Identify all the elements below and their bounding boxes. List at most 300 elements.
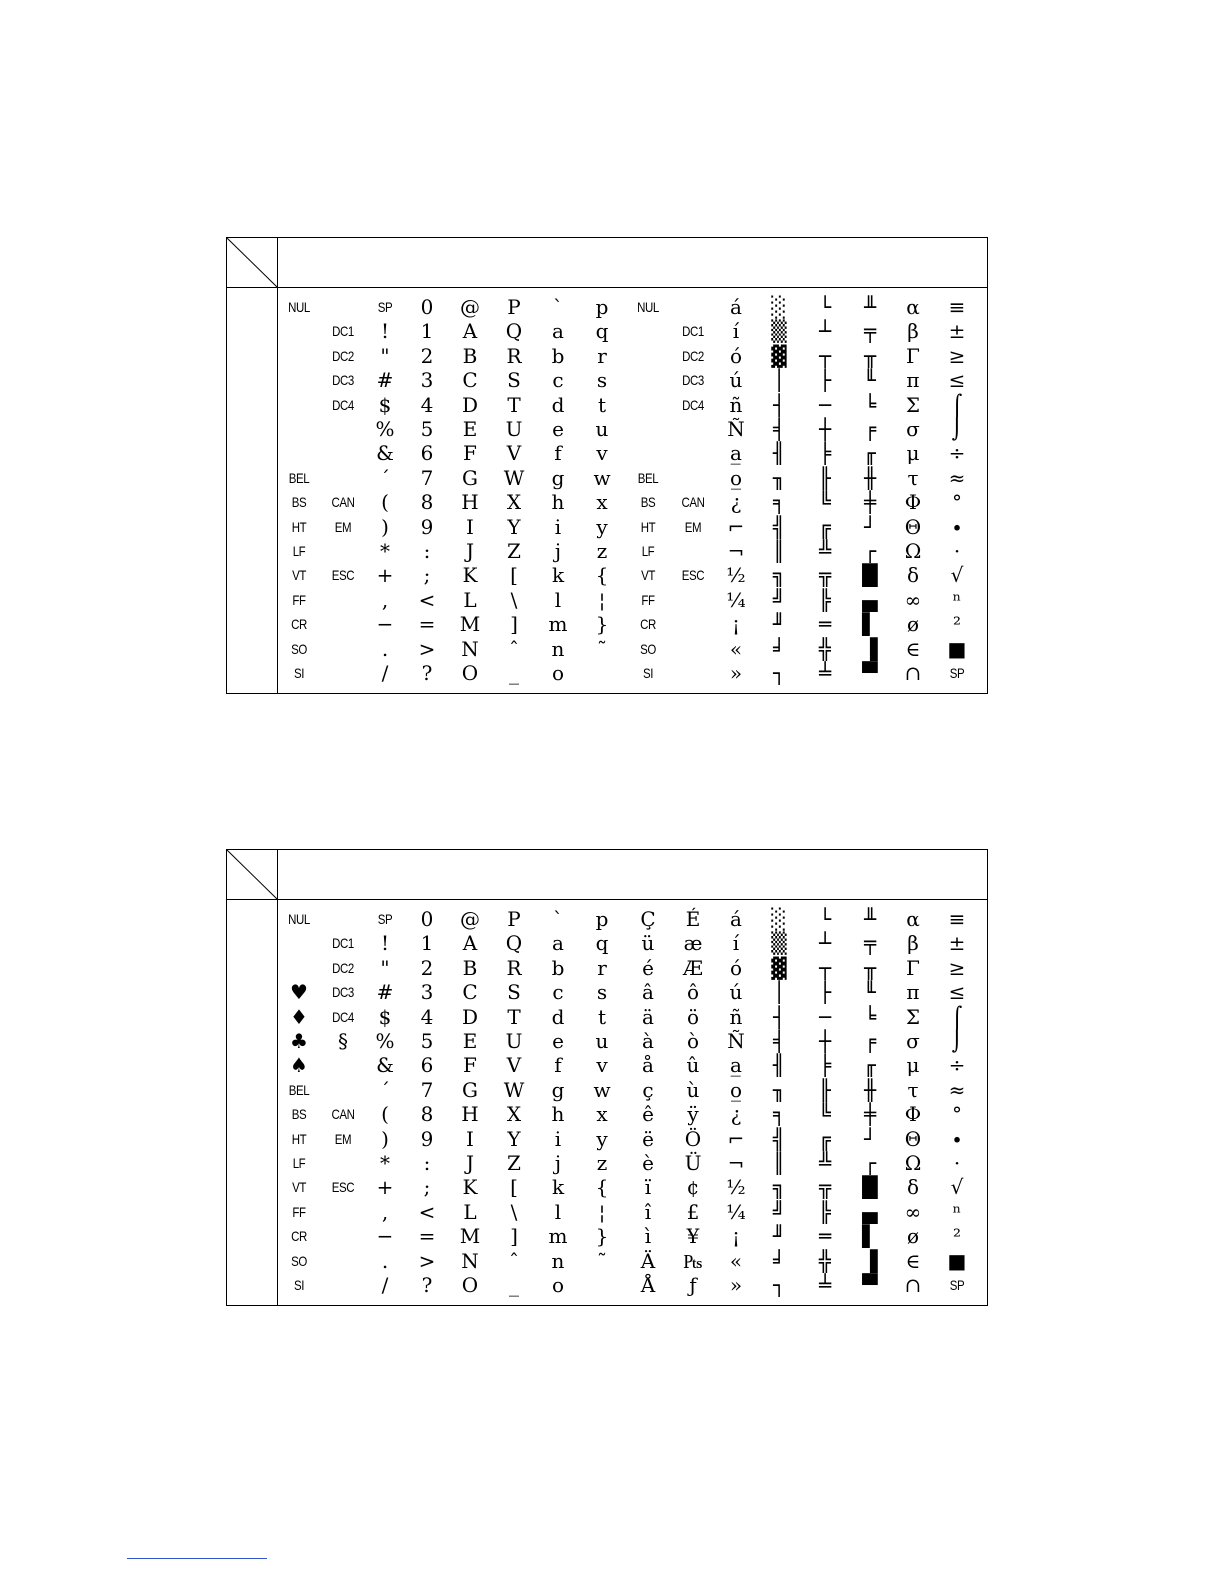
char-cell: b — [551, 343, 565, 368]
char-cell: DC4 — [332, 1008, 354, 1025]
char-cell: 3 — [420, 980, 434, 1005]
char-cell: L — [463, 1199, 477, 1224]
char-cell: d — [551, 392, 565, 417]
char-cell: ╖ — [772, 1077, 786, 1102]
char-cell: g — [551, 1077, 565, 1102]
char-cell: % — [375, 417, 395, 441]
char-cell: SI — [642, 665, 654, 681]
char-cell: ˜ — [597, 1248, 607, 1273]
char-cell: Y — [507, 1126, 521, 1151]
char-cell: ─ — [818, 392, 832, 417]
char-cell: ⁿ — [952, 587, 962, 612]
char-cell: 2 — [420, 955, 434, 980]
char-cell: ╕ — [772, 490, 786, 515]
char-cell: ╔ — [818, 514, 832, 539]
char-cell: SP — [949, 1277, 965, 1293]
char-cell: Z — [507, 539, 521, 563]
char-cell: à — [642, 1029, 654, 1053]
char-cell: ç — [642, 1077, 654, 1102]
char-cell: ! — [380, 319, 390, 344]
char-cell: ∞ — [904, 1199, 922, 1224]
char-cell: ⌠ — [951, 1004, 963, 1029]
char-cell: ╡ — [772, 1029, 786, 1053]
char-cell: EM — [334, 1130, 352, 1147]
char-cell: 8 — [420, 1102, 434, 1127]
char-cell: β — [907, 319, 919, 344]
char-cell: : — [423, 1151, 431, 1175]
char-cell: ╧ — [818, 661, 832, 685]
char-cell: R — [506, 343, 522, 368]
char-cell: P — [507, 907, 521, 931]
footnote-rule — [127, 1558, 267, 1559]
char-cell: O — [461, 1273, 479, 1297]
char-cell: ╢ — [772, 1053, 786, 1078]
char-cell: ╕ — [772, 1102, 786, 1127]
char-cell: ╨ — [863, 907, 877, 931]
char-cell: DC1 — [332, 935, 354, 952]
char-cell: FF — [292, 1203, 306, 1220]
char-cell: ≡ — [948, 295, 966, 319]
char-cell: ┤ — [772, 1004, 786, 1029]
char-cell: ╠ — [818, 1199, 832, 1224]
char-cell: ú — [729, 368, 743, 393]
character-table-2 — [226, 849, 988, 1306]
char-cell: BS — [640, 494, 656, 511]
char-cell: HT — [291, 1130, 307, 1147]
char-cell: 7 — [420, 465, 434, 490]
char-cell: a — [552, 319, 564, 344]
char-cell: ┬ — [818, 343, 832, 368]
char-cell: o̲ — [729, 1077, 743, 1102]
char-cell: ╣ — [772, 1126, 786, 1151]
char-cell: ( — [381, 1102, 389, 1127]
char-cell: c — [552, 980, 564, 1005]
character-table-1 — [226, 237, 988, 694]
char-cell: ╚ — [818, 490, 832, 515]
char-cell: α — [906, 295, 920, 319]
char-cell: + — [376, 1175, 394, 1200]
char-cell: B — [462, 955, 478, 980]
char-cell: s — [596, 980, 608, 1005]
char-cell: S — [507, 980, 521, 1005]
char-cell: _ — [509, 661, 519, 685]
char-cell: ö — [686, 1004, 700, 1029]
char-cell: r — [597, 955, 607, 980]
char-cell: VT — [641, 567, 655, 584]
char-cell: ▒ — [771, 319, 787, 344]
char-cell: æ — [683, 931, 703, 956]
char-cell: VT — [292, 567, 306, 584]
char-cell: Å — [640, 1273, 656, 1297]
char-cell: VT — [292, 1179, 306, 1196]
char-cell: ∞ — [904, 587, 922, 612]
char-cell: ` — [553, 907, 563, 931]
char-cell: NUL — [288, 911, 310, 927]
char-cell: ╪ — [863, 490, 877, 515]
char-cell: τ — [907, 465, 919, 490]
char-cell: é — [642, 955, 654, 980]
char-cell: D — [461, 392, 479, 417]
char-cell: Θ — [904, 1126, 922, 1151]
char-cell: ╢ — [772, 441, 786, 466]
char-cell: k — [551, 563, 565, 588]
char-cell: # — [376, 980, 394, 1005]
char-cell: └ — [818, 295, 832, 319]
char-cell: HT — [640, 518, 656, 535]
char-cell: μ — [906, 441, 920, 466]
char-cell: § — [338, 1029, 348, 1053]
char-cell: BS — [291, 1106, 307, 1123]
char-cell: I — [466, 1126, 474, 1151]
char-cell: ò — [686, 1029, 700, 1053]
char-cell: ∙ — [952, 1126, 962, 1151]
char-cell: ▐ — [862, 636, 878, 661]
char-cell: T — [507, 392, 521, 417]
char-cell: Ü — [684, 1151, 702, 1175]
char-cell: U — [505, 1029, 523, 1053]
header-divider — [227, 899, 987, 900]
char-cell: DC2 — [332, 959, 354, 976]
char-cell: D — [461, 1004, 479, 1029]
char-cell: ┤ — [772, 392, 786, 417]
char-cell: ╒ — [863, 417, 877, 441]
char-cell: & — [376, 441, 394, 466]
char-cell: ╜ — [772, 612, 786, 637]
char-cell: £ — [686, 1199, 700, 1224]
char-cell: ù — [686, 1077, 700, 1102]
char-cell: ∙ — [952, 514, 962, 539]
char-cell: * — [380, 539, 390, 563]
char-cell: o — [551, 1273, 565, 1297]
char-cell: ! — [380, 931, 390, 956]
char-cell: y — [596, 514, 608, 539]
char-cell: ╙ — [863, 368, 877, 393]
char-cell: LF — [292, 1155, 306, 1171]
char-cell: V — [506, 441, 522, 466]
char-cell: ESC — [331, 567, 355, 584]
char-cell: o̲ — [729, 465, 743, 490]
char-cell: } — [595, 1224, 609, 1249]
char-cell: ] — [510, 1224, 518, 1249]
char-cell: BEL — [288, 469, 310, 486]
char-cell: 7 — [420, 1077, 434, 1102]
char-cell: SP — [377, 911, 393, 927]
char-cell: ; — [423, 1175, 431, 1200]
char-cell: e — [552, 417, 564, 441]
char-cell: δ — [906, 1175, 920, 1200]
char-cell: ) — [381, 1126, 389, 1151]
char-cell: 2 — [420, 343, 434, 368]
char-cell: ñ — [729, 1004, 743, 1029]
char-cell: É — [685, 907, 701, 931]
char-cell: ▄ — [862, 587, 878, 612]
char-cell: 9 — [420, 1126, 434, 1151]
char-cell: ╞ — [818, 1053, 832, 1078]
char-cell: A — [462, 931, 478, 956]
char-cell: L — [463, 587, 477, 612]
char-cell: ╫ — [863, 465, 877, 490]
char-cell: ⁿ — [952, 1199, 962, 1224]
char-cell: ╘ — [863, 392, 877, 417]
char-cell: G — [462, 465, 478, 490]
char-cell: t — [597, 1004, 607, 1029]
char-cell: \ — [510, 587, 518, 612]
char-cell: 4 — [420, 392, 434, 417]
char-cell: ╒ — [863, 1029, 877, 1053]
char-cell: ° — [952, 1102, 962, 1127]
char-cell: â — [642, 980, 654, 1005]
char-cell: ╓ — [863, 1053, 877, 1078]
char-cell: Æ — [682, 955, 704, 980]
char-cell: ? — [421, 661, 433, 685]
char-cell: ║ — [772, 1151, 786, 1175]
char-cell: K — [462, 563, 478, 588]
char-cell: ╚ — [818, 1102, 832, 1127]
char-cell: Φ — [904, 490, 922, 515]
char-cell: ¥ — [686, 1224, 700, 1249]
char-cell: f — [554, 441, 562, 466]
char-cell: ♠ — [290, 1053, 308, 1078]
char-cell: ╨ — [863, 295, 877, 319]
char-cell: ¬ — [727, 1151, 745, 1175]
char-cell: █ — [862, 1175, 878, 1200]
char-cell: ┐ — [772, 1273, 786, 1297]
char-cell: : — [423, 539, 431, 563]
char-cell: Ä — [640, 1248, 656, 1273]
char-cell: E — [462, 1029, 478, 1053]
char-cell: DC3 — [682, 372, 704, 389]
char-cell: ( — [381, 490, 389, 515]
char-cell: ∈ — [905, 636, 921, 661]
char-cell: v — [596, 1053, 608, 1078]
char-cell: @ — [460, 907, 480, 931]
char-cell: Q — [505, 319, 523, 344]
char-cell: CR — [291, 616, 307, 633]
char-cell: ± — [948, 319, 966, 344]
char-cell: ╓ — [863, 441, 877, 466]
char-cell: ▒ — [771, 931, 787, 956]
char-cell: ╠ — [818, 587, 832, 612]
char-cell: ≈ — [948, 1077, 966, 1102]
char-cell: i — [554, 514, 562, 539]
corner-diagonal — [227, 238, 277, 287]
char-cell: DC4 — [332, 396, 354, 413]
char-cell: ╫ — [863, 1077, 877, 1102]
char-cell: W — [503, 1077, 525, 1102]
char-cell: ♦ — [290, 1004, 308, 1029]
char-cell: 5 — [420, 417, 434, 441]
char-cell: T — [507, 1004, 521, 1029]
char-cell: − — [376, 612, 394, 637]
char-cell: ├ — [818, 980, 832, 1005]
char-cell: ╪ — [863, 1102, 877, 1127]
char-cell: ï — [644, 1175, 652, 1200]
char-cell: [ — [510, 1175, 518, 1200]
char-cell: J — [465, 1151, 475, 1175]
char-cell: τ — [907, 1077, 919, 1102]
char-cell: ╟ — [818, 1077, 832, 1102]
char-cell: ╙ — [863, 980, 877, 1005]
char-cell: ` — [553, 295, 563, 319]
char-cell: á — [730, 295, 742, 319]
char-cell: M — [459, 612, 481, 637]
char-cell: » — [729, 661, 743, 685]
char-cell: w — [593, 1077, 611, 1102]
char-cell: ¬ — [727, 539, 745, 563]
char-cell: } — [595, 612, 609, 637]
char-cell: ₧ — [683, 1248, 703, 1273]
char-cell: Ω — [904, 1151, 922, 1175]
char-cell: _ — [509, 1273, 519, 1297]
header-divider — [227, 287, 987, 288]
char-cell: δ — [906, 563, 920, 588]
char-cell: ¿ — [730, 490, 742, 515]
char-cell: SI — [293, 665, 305, 681]
char-cell: μ — [906, 1053, 920, 1078]
char-cell: ╤ — [863, 319, 877, 344]
char-cell: ╣ — [772, 514, 786, 539]
char-cell: < — [418, 1199, 436, 1224]
char-cell: í — [732, 931, 740, 956]
char-cell: ─ — [818, 1004, 832, 1029]
char-cell: σ — [906, 417, 920, 441]
char-cell: = — [418, 612, 436, 637]
char-cell: ô — [686, 980, 700, 1005]
char-cell: ø — [906, 612, 920, 637]
char-cell: p — [595, 295, 609, 319]
char-cell: ¡ — [731, 1224, 741, 1249]
char-cell: E — [462, 417, 478, 441]
char-cell: ESC — [331, 1179, 355, 1196]
char-cell: « — [729, 1248, 743, 1273]
char-cell: O — [461, 661, 479, 685]
char-cell: ½ — [726, 1175, 746, 1200]
char-cell: DC4 — [682, 396, 704, 413]
char-cell: └ — [818, 907, 832, 931]
char-cell: ⌡ — [951, 417, 963, 441]
char-cell: ╔ — [818, 1126, 832, 1151]
char-cell: û — [686, 1053, 700, 1078]
char-cell: NUL — [288, 299, 310, 315]
char-cell: @ — [460, 295, 480, 319]
char-cell: ♥ — [290, 980, 308, 1005]
char-cell: 4 — [420, 1004, 434, 1029]
char-cell: σ — [906, 1029, 920, 1053]
char-cell: ä — [642, 1004, 654, 1029]
char-cell: ë — [642, 1126, 654, 1151]
char-cell: ó — [729, 955, 743, 980]
char-cell: █ — [862, 563, 878, 588]
char-cell: á — [730, 907, 742, 931]
char-cell: FF — [292, 591, 306, 608]
char-cell: ╩ — [818, 539, 832, 563]
char-cell: > — [418, 1248, 436, 1273]
char-cell: ) — [381, 514, 389, 539]
char-cell: j — [554, 1151, 562, 1175]
char-cell: ü — [641, 931, 655, 956]
char-cell: " — [380, 343, 390, 368]
char-cell: x — [596, 490, 608, 515]
char-cell: π — [906, 368, 920, 393]
char-cell: f — [554, 1053, 562, 1078]
char-cell: C — [462, 368, 478, 393]
char-cell: s — [596, 368, 608, 393]
char-cell: DC2 — [332, 347, 354, 364]
char-cell: l — [554, 1199, 562, 1224]
char-cell: o — [551, 661, 565, 685]
char-cell: ∩ — [904, 661, 922, 685]
char-cell: Ñ — [727, 417, 745, 441]
char-cell: ┼ — [818, 417, 832, 441]
char-cell: ┴ — [818, 319, 832, 344]
char-cell: = — [418, 1224, 436, 1249]
char-cell: DC2 — [682, 347, 704, 364]
char-cell: ? — [421, 1273, 433, 1297]
char-cell: CAN — [331, 1106, 355, 1123]
char-cell: ╗ — [772, 1175, 786, 1200]
char-cell: j — [554, 539, 562, 563]
char-cell: [ — [510, 563, 518, 588]
char-cell: h — [551, 1102, 565, 1127]
char-cell: SP — [377, 299, 393, 315]
char-cell: " — [380, 955, 390, 980]
char-cell: ˜ — [597, 636, 607, 661]
char-cell: a — [552, 931, 564, 956]
char-cell: ÷ — [948, 441, 966, 466]
char-cell: \ — [510, 1199, 518, 1224]
char-cell: , — [381, 587, 389, 612]
char-cell: » — [729, 1273, 743, 1297]
char-cell: ■ — [947, 1248, 967, 1273]
char-cell: ¢ — [686, 1175, 700, 1200]
char-cell: 1 — [420, 931, 434, 956]
char-cell: 8 — [420, 490, 434, 515]
char-cell: . — [381, 1248, 389, 1273]
corner-diagonal — [227, 850, 277, 899]
char-cell: ╛ — [772, 1248, 786, 1273]
char-cell: NUL — [637, 299, 659, 315]
char-cell: 3 — [420, 368, 434, 393]
char-cell: x — [596, 1102, 608, 1127]
char-cell: ╩ — [818, 1151, 832, 1175]
char-cell: è — [642, 1151, 654, 1175]
char-cell: Q — [505, 931, 523, 956]
char-cell: ═ — [818, 612, 832, 637]
char-cell: ▌ — [862, 1224, 878, 1249]
char-cell: l — [554, 587, 562, 612]
char-cell: S — [507, 368, 521, 393]
char-cell: ▓ — [771, 955, 787, 980]
char-cell: ÷ — [948, 1053, 966, 1078]
char-cell: p — [595, 907, 609, 931]
char-cell: ¦ — [598, 1199, 606, 1224]
char-cell: u — [595, 1029, 609, 1053]
char-cell: < — [418, 587, 436, 612]
char-cell: ▀ — [862, 661, 878, 685]
char-cell: 9 — [420, 514, 434, 539]
char-cell: ╦ — [818, 1175, 832, 1200]
char-cell: e — [552, 1029, 564, 1053]
char-cell: Σ — [905, 392, 921, 417]
char-cell: 0 — [420, 295, 434, 319]
char-cell: BEL — [637, 469, 659, 486]
char-cell: ╥ — [863, 343, 877, 368]
char-cell: I — [466, 514, 474, 539]
char-cell: ■ — [947, 636, 967, 661]
char-cell: Ñ — [727, 1029, 745, 1053]
char-cell: SP — [949, 665, 965, 681]
char-cell: ì — [644, 1224, 652, 1249]
